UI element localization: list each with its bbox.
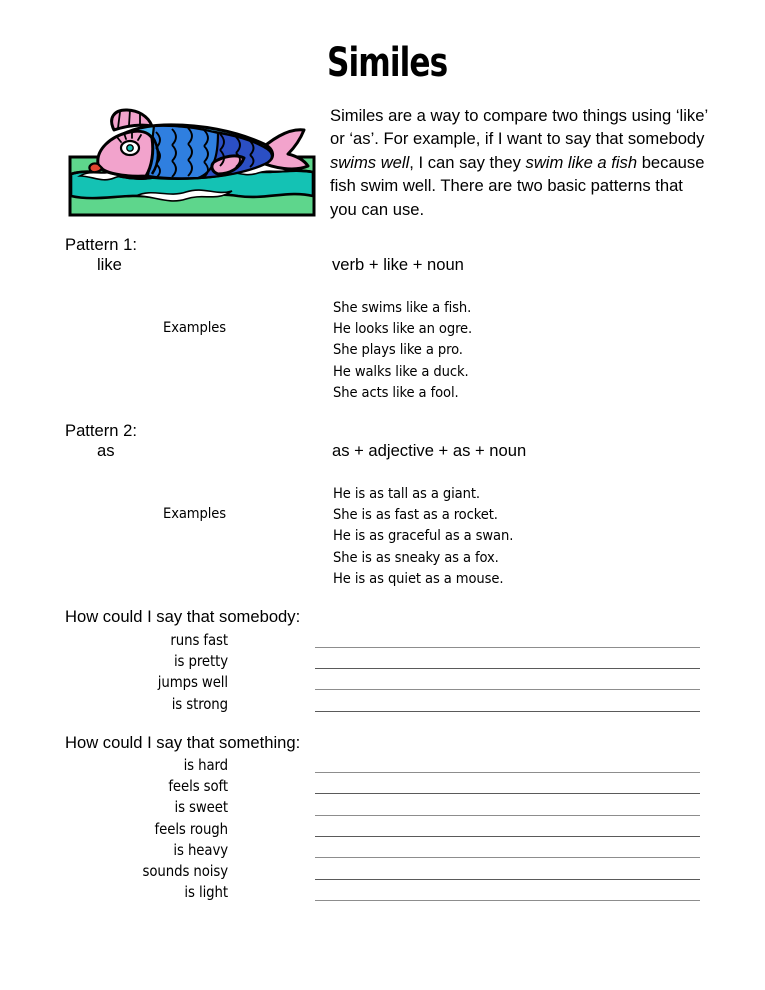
pattern-1-keyword: like xyxy=(97,255,122,274)
answer-line[interactable] xyxy=(315,879,700,880)
intro-emphasis: swim like a fish xyxy=(525,152,638,172)
pattern-2-examples xyxy=(333,483,513,589)
answer-line[interactable] xyxy=(315,815,700,816)
list-item: feels soft xyxy=(168,778,228,796)
pattern-1-title: Pattern 1: xyxy=(65,235,137,254)
answer-line[interactable] xyxy=(315,689,700,690)
list-item: He looks like an ogre. xyxy=(333,320,473,338)
pattern-1-formula: verb + like + noun xyxy=(332,255,464,274)
answer-line[interactable] xyxy=(315,900,700,901)
list-item: jumps well xyxy=(157,674,228,692)
answer-line[interactable] xyxy=(315,711,700,712)
list-item: She swims like a fish. xyxy=(333,299,472,316)
fish-body xyxy=(89,110,308,178)
exercise-2-heading: How could I say that something: xyxy=(65,733,301,752)
list-item: He is as quiet as a mouse. xyxy=(333,569,504,587)
page-title: Similes xyxy=(327,40,448,86)
intro-paragraph xyxy=(330,104,712,221)
list-item: is pretty xyxy=(173,653,228,671)
list-item: She is as fast as a rocket. xyxy=(333,506,498,524)
exercise-1-heading: How could I say that somebody: xyxy=(65,607,301,626)
exercise-2-answer-lines[interactable] xyxy=(315,755,700,913)
pattern-1-examples xyxy=(333,297,472,403)
exercise-1-answer-lines[interactable] xyxy=(315,630,700,720)
list-item: runs fast xyxy=(170,632,228,649)
answer-line[interactable] xyxy=(315,857,700,858)
list-item: She is as sneaky as a fox. xyxy=(333,548,499,566)
answer-line[interactable] xyxy=(315,793,700,794)
list-item: She plays like a pro. xyxy=(333,341,463,359)
list-item: is sweet xyxy=(174,799,228,817)
intro-text: Similes are a way to compare two things using ‘like’ or ‘as’. For example, if I want to say that somebody xyxy=(330,106,708,149)
list-item: is heavy xyxy=(173,841,228,859)
list-item: He walks like a duck. xyxy=(333,362,469,380)
answer-line[interactable] xyxy=(315,836,700,837)
list-item: He is as graceful as a swan. xyxy=(333,527,514,545)
intro-text: , I can say they xyxy=(409,152,526,172)
pattern-2-examples-label: Examples xyxy=(163,505,227,522)
answer-line[interactable] xyxy=(315,647,700,648)
answer-line[interactable] xyxy=(315,772,700,773)
list-item: She acts like a fool. xyxy=(333,383,459,401)
list-item: sounds noisy xyxy=(142,863,228,881)
list-item: is strong xyxy=(171,695,228,713)
intro-emphasis: swims well xyxy=(330,152,410,172)
pattern-1-examples-label: Examples xyxy=(163,319,227,336)
list-item: is hard xyxy=(183,757,228,774)
list-item: He is as tall as a giant. xyxy=(333,485,480,502)
pattern-2-formula: as + adjective + as + noun xyxy=(332,441,527,460)
list-item: feels rough xyxy=(154,820,228,838)
swimming-fish-illustration xyxy=(68,104,316,218)
pattern-2-keyword: as xyxy=(97,441,115,460)
intro-text: because fish swim well. There are two basic patterns that you can use. xyxy=(330,152,705,219)
list-item: is light xyxy=(184,884,228,902)
exercise-2-prompts xyxy=(58,755,228,903)
pattern-2-title: Pattern 2: xyxy=(65,421,137,440)
exercise-1-prompts xyxy=(58,630,228,715)
answer-line[interactable] xyxy=(315,668,700,669)
